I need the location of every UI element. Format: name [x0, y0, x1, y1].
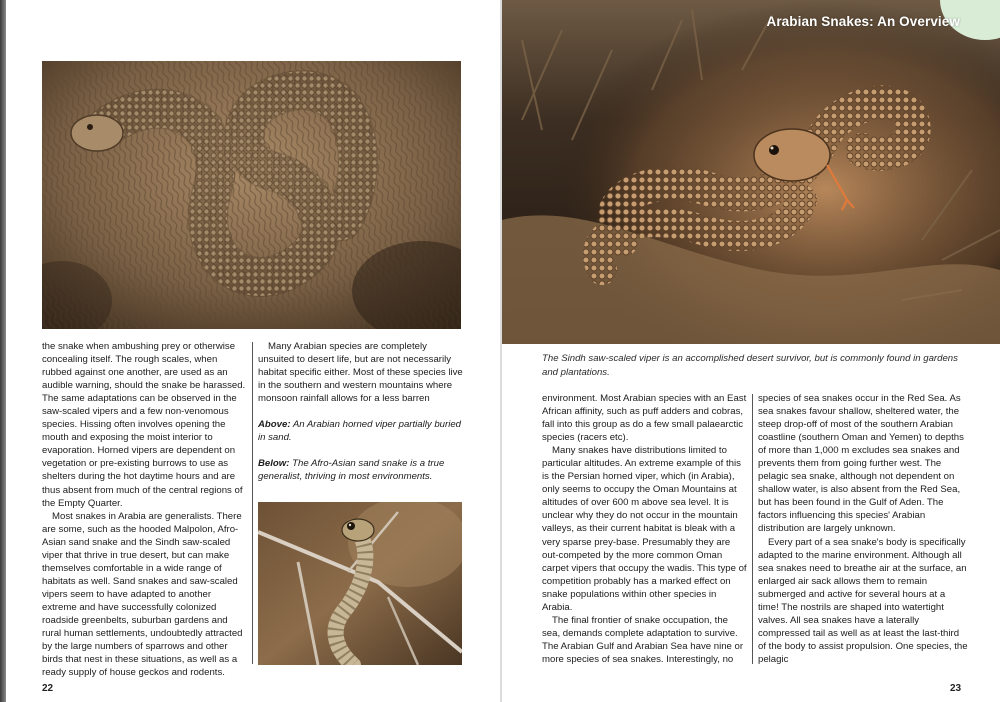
right-page — [502, 0, 1000, 702]
horned-viper-photo — [42, 61, 461, 329]
caption-above-text: An Arabian horned viper partially buried in sand. — [258, 419, 461, 444]
right-col1-para-2: Many snakes have distributions limited to particular altitudes. An extreme example of this is the Persian horned viper, which (in Arabia), only seems to occupy the Oman Mountains at altitudes of over 600 m above sea level. It is unclear why they do not occur in the mountain valleys, as their current habitat is bleak with a very sparse prey-base. Presumably they are out-competed by the more common Oman carpet vipers that occupy the wadis. This type of competition probably has a marked effect on snake populations within other species in Arabia. — [542, 445, 747, 613]
left-col2-para-1: Many Arabian species are completely unsuited to desert life, but are not necessarily habitat specific either. Most of these species live in the southern and western mountains where monsoon rainfall allows for a less barren — [258, 341, 463, 405]
left-column-divider — [252, 342, 253, 664]
left-col1-para-1: the snake when ambushing prey or otherwise concealing itself. The rough scales, when rubbed against one another, are used as an audible warning, should the snake be harassed. The same adaptations can be observed in the saw-scaled vipers and a few non-venomous species. Hissing often involves opening the mouth and exposing the moist interior to evaporation. Horned vipers are dependent on vegetation or pre-existing burrows to use as shelters during the hot daytime hours and are thus absent from much of the central regions of the Empty Quarter. — [42, 341, 246, 509]
caption-below-label: Below: — [258, 458, 290, 470]
caption-above — [258, 418, 463, 444]
right-col2-para-2: Every part of a sea snake's body is specifically adapted to the marine environment. Although all sea snakes need to breathe air at the surface, an enlarged air sack allows them to remain submerged and active for several hours at a time! The nostrils are shaped into watertight valves. All sea snakes have a laterally compressed tail as well as at least the last-third of the body to assist propulsion. One species, the pelagic — [758, 536, 968, 665]
left-page-number: 22 — [42, 683, 54, 694]
left-column-2 — [258, 340, 463, 483]
left-col1-para-2: Most snakes in Arabia are generalists. There are some, such as the hooded Malpolon, Afro-Asian sand snake and the Sindh saw-scaled viper that thrive in true desert, but can make themselves comfortable in a wide range of habitats as well. Sand snakes and saw-scaled vipers seem to have adapted to another extreme and have successfully colonized roadside greenbelts, suburban gardens and rural human settlements, undoubtedly attracted by the large numbers of sparrows and other birds that nest in these situations, as well as a ready supply of house geckos and rodents. — [42, 510, 243, 679]
right-page-number: 23 — [950, 683, 962, 694]
left-column-1 — [42, 340, 247, 679]
saw-scaled-viper-photo — [502, 0, 1000, 344]
right-column-1 — [542, 392, 747, 666]
caption-below-text: The Afro-Asian sand snake is a true generalist, thriving in most environments. — [258, 458, 445, 483]
viper-photo-caption: The Sindh saw-scaled viper is an accomplished desert survivor, but is commonly found in gardens and plantations. — [542, 353, 958, 378]
caption-below — [258, 457, 463, 483]
caption-above-label: Above: — [258, 419, 291, 431]
right-column-2 — [758, 392, 968, 666]
right-col2-para-1: species of sea snakes occur in the Red Sea. As sea snakes favour shallow, sheltered water, the steep drop-off of most of the southern Arabian coastline (southern Oman and Yemen) to depths of more than 1,000 m excludes sea snakes and prevents them from going further west. The pelagic sea snake, although not dependent on shallow water, is also absent from the Red Sea, but has been found in the Gulf of Aden. The factors influencing this species' Arabian distribution are largely unknown. — [758, 393, 964, 535]
right-col1-para-3: The final frontier of snake occupation, the sea, demands complete adaptation to survive. The Arabian Gulf and Arabian Sea have nine or more species of sea snakes. Interestingly, no — [542, 614, 744, 665]
left-page — [6, 0, 500, 702]
running-head: Arabian Snakes: An Overview — [766, 14, 960, 29]
right-col1-para-1: environment. Most Arabian species with an East African affinity, such as puff adders and cobras, fall into this group as do a few small palaearctic species (racers etc). — [542, 393, 747, 444]
sand-snake-photo — [258, 502, 462, 665]
right-column-divider — [752, 394, 753, 664]
